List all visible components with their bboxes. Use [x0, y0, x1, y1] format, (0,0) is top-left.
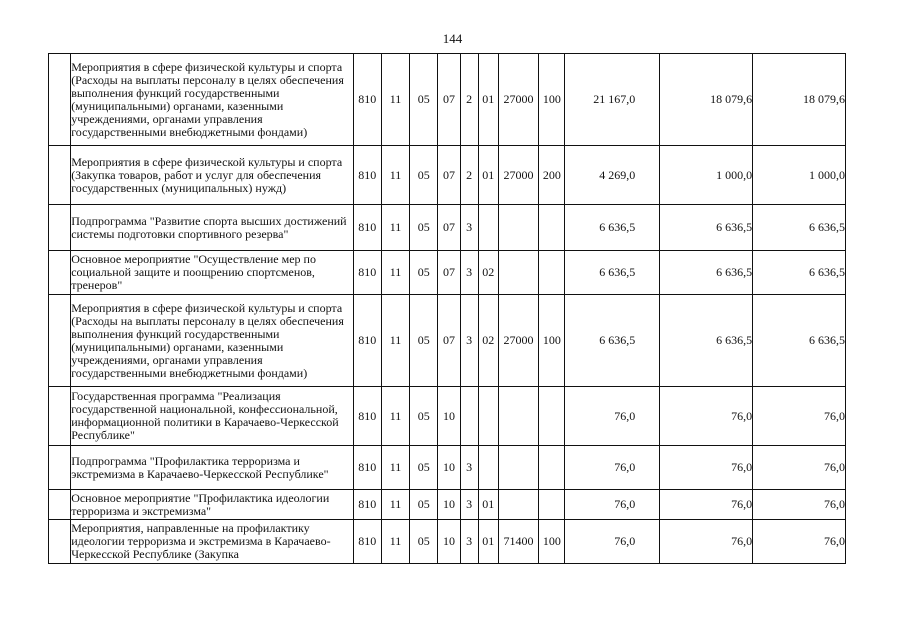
subprogram-code-cell: 2 — [460, 146, 478, 205]
table-row — [49, 490, 846, 520]
section-code-cell: 11 — [381, 446, 409, 490]
amount-year1-cell: 6 636,5 — [565, 295, 660, 387]
expense-type-cell: 100 — [539, 54, 565, 146]
amount-year3-cell: 76,0 — [753, 520, 846, 564]
activity-code-cell: 01 — [478, 54, 498, 146]
row-name-cell: Основное мероприятие "Профилактика идеологии терроризма и экстремизма" — [71, 490, 353, 520]
activity-code-cell: 01 — [478, 146, 498, 205]
subsection-code-cell: 05 — [410, 490, 438, 520]
amount-year2-cell: 6 636,5 — [660, 205, 753, 251]
row-number-cell — [49, 387, 71, 446]
amount-year1-cell: 6 636,5 — [565, 251, 660, 295]
amount-year2-cell: 76,0 — [660, 490, 753, 520]
row-number-cell — [49, 295, 71, 387]
amount-year1-cell: 76,0 — [565, 446, 660, 490]
activity-code-cell: 02 — [478, 295, 498, 387]
direction-code-cell: 27000 — [498, 146, 538, 205]
row-number-cell — [49, 54, 71, 146]
direction-code-cell — [498, 251, 538, 295]
subsection-code-cell: 05 — [410, 295, 438, 387]
expense-type-cell: 100 — [539, 295, 565, 387]
section-code-cell: 11 — [381, 205, 409, 251]
ministry-code-cell: 810 — [353, 205, 381, 251]
amount-year3-cell: 76,0 — [753, 387, 846, 446]
ministry-code-cell: 810 — [353, 490, 381, 520]
subprogram-code-cell: 3 — [460, 295, 478, 387]
table-row — [49, 205, 846, 251]
activity-code-cell — [478, 387, 498, 446]
table-row — [49, 520, 846, 564]
section-code-cell: 11 — [381, 54, 409, 146]
subprogram-code-cell: 3 — [460, 205, 478, 251]
subsection-code-cell: 05 — [410, 205, 438, 251]
ministry-code-cell: 810 — [353, 520, 381, 564]
subprogram-code-cell: 3 — [460, 490, 478, 520]
program-code-cell: 10 — [438, 490, 460, 520]
ministry-code-cell: 810 — [353, 387, 381, 446]
amount-year3-cell: 6 636,5 — [753, 251, 846, 295]
ministry-code-cell: 810 — [353, 54, 381, 146]
activity-code-cell: 01 — [478, 520, 498, 564]
amount-year1-cell: 4 269,0 — [565, 146, 660, 205]
amount-year2-cell: 76,0 — [660, 387, 753, 446]
program-code-cell: 07 — [438, 295, 460, 387]
activity-code-cell — [478, 446, 498, 490]
row-number-cell — [49, 205, 71, 251]
activity-code-cell: 02 — [478, 251, 498, 295]
amount-year3-cell: 6 636,5 — [753, 295, 846, 387]
amount-year3-cell: 18 079,6 — [753, 54, 846, 146]
amount-year1-cell: 76,0 — [565, 387, 660, 446]
direction-code-cell — [498, 490, 538, 520]
amount-year2-cell: 18 079,6 — [660, 54, 753, 146]
amount-year2-cell: 76,0 — [660, 446, 753, 490]
subprogram-code-cell — [460, 387, 478, 446]
amount-year1-cell: 6 636,5 — [565, 205, 660, 251]
budget-table — [48, 53, 846, 564]
ministry-code-cell: 810 — [353, 146, 381, 205]
expense-type-cell: 200 — [539, 146, 565, 205]
section-code-cell: 11 — [381, 387, 409, 446]
amount-year1-cell: 21 167,0 — [565, 54, 660, 146]
program-code-cell: 07 — [438, 146, 460, 205]
subsection-code-cell: 05 — [410, 54, 438, 146]
section-code-cell: 11 — [381, 251, 409, 295]
amount-year3-cell: 76,0 — [753, 490, 846, 520]
table-row — [49, 251, 846, 295]
row-name-cell: Мероприятия в сфере физической культуры и спорта (Закупка товаров, работ и услуг для обеспечения государственных (муниципальных) нужд) — [71, 146, 353, 205]
expense-type-cell — [539, 251, 565, 295]
table-row — [49, 54, 846, 146]
amount-year3-cell: 76,0 — [753, 446, 846, 490]
direction-code-cell: 71400 — [498, 520, 538, 564]
program-code-cell: 10 — [438, 387, 460, 446]
section-code-cell: 11 — [381, 490, 409, 520]
section-code-cell: 11 — [381, 520, 409, 564]
row-name-cell: Мероприятия в сфере физической культуры и спорта (Расходы на выплаты персоналу в целях обеспечения выполнения функций государственными (муниципальными) органами, казенными учреждениями, органами управления государственными внебюджетными фондами) — [71, 54, 353, 146]
expense-type-cell — [539, 446, 565, 490]
page-number: 144 — [442, 31, 463, 46]
amount-year3-cell: 6 636,5 — [753, 205, 846, 251]
direction-code-cell: 27000 — [498, 295, 538, 387]
subsection-code-cell: 05 — [410, 446, 438, 490]
row-number-cell — [49, 490, 71, 520]
direction-code-cell — [498, 446, 538, 490]
expense-type-cell — [539, 387, 565, 446]
expense-type-cell — [539, 490, 565, 520]
table-row — [49, 146, 846, 205]
subprogram-code-cell: 3 — [460, 446, 478, 490]
activity-code-cell: 01 — [478, 490, 498, 520]
row-number-cell — [49, 446, 71, 490]
row-name-cell: Мероприятия в сфере физической культуры и спорта (Расходы на выплаты персоналу в целях обеспечения выполнения функций государственными (муниципальными) органами, казенными учреждениями, органами управления государственными внебюджетными фондами) — [71, 295, 353, 387]
row-name-cell: Подпрограмма "Развитие спорта высших достижений системы подготовки спортивного резерва" — [71, 205, 353, 251]
direction-code-cell: 27000 — [498, 54, 538, 146]
amount-year3-cell: 1 000,0 — [753, 146, 846, 205]
ministry-code-cell: 810 — [353, 251, 381, 295]
expense-type-cell — [539, 205, 565, 251]
row-name-cell: Мероприятия, направленные на профилактику идеологии терроризма и экстремизма в Карачаево-Черкесской Республике (Закупка — [71, 520, 353, 564]
program-code-cell: 07 — [438, 54, 460, 146]
ministry-code-cell: 810 — [353, 446, 381, 490]
activity-code-cell — [478, 205, 498, 251]
amount-year2-cell: 76,0 — [660, 520, 753, 564]
row-number-cell — [49, 146, 71, 205]
program-code-cell: 10 — [438, 520, 460, 564]
program-code-cell: 07 — [438, 205, 460, 251]
subprogram-code-cell: 3 — [460, 520, 478, 564]
amount-year1-cell: 76,0 — [565, 520, 660, 564]
amount-year2-cell: 1 000,0 — [660, 146, 753, 205]
amount-year2-cell: 6 636,5 — [660, 295, 753, 387]
subsection-code-cell: 05 — [410, 387, 438, 446]
direction-code-cell — [498, 205, 538, 251]
subsection-code-cell: 05 — [410, 146, 438, 205]
subprogram-code-cell: 3 — [460, 251, 478, 295]
row-name-cell: Основное мероприятие "Осуществление мер по социальной защите и поощрению спортсменов, тренеров" — [71, 251, 353, 295]
subsection-code-cell: 05 — [410, 251, 438, 295]
program-code-cell: 10 — [438, 446, 460, 490]
amount-year1-cell: 76,0 — [565, 490, 660, 520]
expense-type-cell: 100 — [539, 520, 565, 564]
subsection-code-cell: 05 — [410, 520, 438, 564]
subprogram-code-cell: 2 — [460, 54, 478, 146]
row-name-cell: Государственная программа "Реализация государственной национальной, конфессиональной, информационной политики в Карачаево-Черкесской Республике" — [71, 387, 353, 446]
direction-code-cell — [498, 387, 538, 446]
row-number-cell — [49, 251, 71, 295]
row-number-cell — [49, 520, 71, 564]
section-code-cell: 11 — [381, 146, 409, 205]
section-code-cell: 11 — [381, 295, 409, 387]
table-row — [49, 295, 846, 387]
program-code-cell: 07 — [438, 251, 460, 295]
table-row — [49, 446, 846, 490]
amount-year2-cell: 6 636,5 — [660, 251, 753, 295]
ministry-code-cell: 810 — [353, 295, 381, 387]
row-name-cell: Подпрограмма "Профилактика терроризма и экстремизма в Карачаево-Черкесской Республике" — [71, 446, 353, 490]
table-row — [49, 387, 846, 446]
